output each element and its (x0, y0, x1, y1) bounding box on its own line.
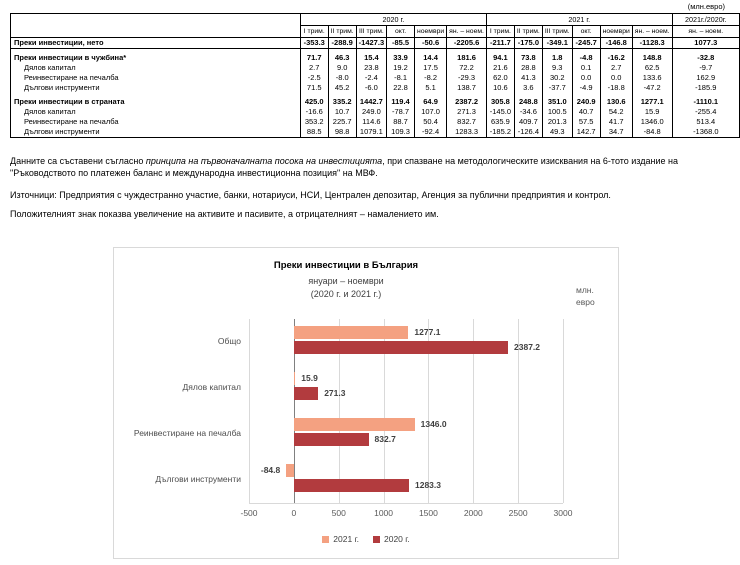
table-cell: 41.3 (514, 73, 542, 83)
table-cell: -245.7 (572, 38, 600, 49)
category-label: Реинвестиране на печалба (133, 428, 241, 438)
methodology-italic: принципа на първоначалната посока на инвестицията (145, 156, 383, 166)
table-cell: 271.3 (447, 107, 487, 117)
period-header: I трим. (300, 26, 328, 38)
period-header: ноември (600, 26, 632, 38)
table-cell: -4.9 (572, 83, 600, 93)
table-cell: 98.8 (328, 127, 356, 138)
table-cell: 142.7 (572, 127, 600, 138)
sources-note: Източници: Предприятия с чуждестранно участие, банки, нотариуси, НСИ, Централен депозитар, Агенция за публични предприятия и контрол. (10, 190, 611, 200)
table-cell: 15.4 (356, 53, 386, 63)
table-header-row (11, 14, 740, 26)
x-tick-label: 2000 (463, 508, 483, 518)
period-header: ян. – ноем. (672, 26, 739, 38)
bar-value-label: 1277.1 (414, 327, 441, 337)
gridline (249, 319, 250, 503)
period-header: окт. (387, 26, 415, 38)
table-cell: 1079.1 (356, 127, 386, 138)
table-cell: 305.8 (486, 97, 514, 107)
table-cell: 15.9 (632, 107, 672, 117)
methodology-suffix: , при спазване на методологическите изисквания на 6-тото издание на "Ръководството по платежен баланс и международна инвестиционна позиция" на МВФ. (10, 156, 678, 178)
legend-item (373, 534, 410, 544)
table-cell: 0.0 (600, 73, 632, 83)
year-group-header: 2020 г. (300, 14, 486, 26)
table-cell: -185.2 (486, 127, 514, 138)
table-cell: 22.8 (387, 83, 415, 93)
x-tick-label: 1000 (374, 508, 394, 518)
bar-value-label: 1346.0 (420, 419, 447, 429)
table-cell: 45.2 (328, 83, 356, 93)
period-header: II трим. (328, 26, 356, 38)
table-cell: 2387.2 (447, 97, 487, 107)
table-cell: 72.2 (447, 63, 487, 73)
table-cell: 49.3 (542, 127, 572, 138)
table-cell: -8.2 (414, 73, 446, 83)
table-cell: 249.0 (356, 107, 386, 117)
row-label: Преки инвестиции в страната (11, 97, 301, 107)
table-cell: 181.6 (447, 53, 487, 63)
x-tick-label: -500 (240, 508, 258, 518)
table-row (11, 127, 740, 138)
table-cell: 832.7 (447, 117, 487, 127)
table-cell: 33.9 (387, 53, 415, 63)
table-cell: 409.7 (514, 117, 542, 127)
table-cell: 57.5 (572, 117, 600, 127)
table-cell: -145.0 (486, 107, 514, 117)
table-cell: 162.9 (672, 73, 739, 83)
table-cell: -6.0 (356, 83, 386, 93)
table-cell: -353.3 (300, 38, 328, 49)
table-cell: 1077.3 (672, 38, 739, 49)
table-cell: 71.7 (300, 53, 328, 63)
period-header: ян. – ноем. (447, 26, 487, 38)
bar-value-label: 271.3 (324, 388, 346, 398)
period-header: III трим. (356, 26, 386, 38)
table-cell: -1368.0 (672, 127, 739, 138)
table-cell: 40.7 (572, 107, 600, 117)
table-cell: -18.8 (600, 83, 632, 93)
row-label: Дългови инструменти (11, 83, 301, 93)
table-cell: -9.7 (672, 63, 739, 73)
table-cell: 3.6 (514, 83, 542, 93)
bar-2020 (294, 387, 318, 400)
bar-2021 (286, 464, 294, 477)
table-cell: 88.5 (300, 127, 328, 138)
table-cell: 119.4 (387, 97, 415, 107)
x-tick-label: 2500 (508, 508, 528, 518)
table-cell: 19.2 (387, 63, 415, 73)
table-cell: 17.5 (414, 63, 446, 73)
table-cell: -288.9 (328, 38, 356, 49)
table-cell: 425.0 (300, 97, 328, 107)
bar-2020 (294, 341, 508, 354)
table-cell: -126.4 (514, 127, 542, 138)
table-cell: 62.0 (486, 73, 514, 83)
table-cell: 335.2 (328, 97, 356, 107)
table-row (11, 117, 740, 127)
table-cell: 5.1 (414, 83, 446, 93)
table-cell: 225.7 (328, 117, 356, 127)
table-cell: 28.8 (514, 63, 542, 73)
year-group-header: 2021 г. (486, 14, 672, 26)
chart-panel (113, 247, 619, 559)
x-axis-line (249, 503, 563, 504)
legend-label: 2020 г. (384, 534, 410, 544)
bar-value-label: -84.8 (260, 465, 281, 475)
table-cell: -2205.6 (447, 38, 487, 49)
period-header: I трим. (486, 26, 514, 38)
table-cell: 10.6 (486, 83, 514, 93)
table-corner-cell (11, 14, 301, 38)
row-label: Дългови инструменти (11, 127, 301, 138)
table-cell: -175.0 (514, 38, 542, 49)
bar-2021 (294, 418, 415, 431)
table-cell: -32.8 (672, 53, 739, 63)
table-cell: 9.0 (328, 63, 356, 73)
table-cell: 14.4 (414, 53, 446, 63)
row-label: Реинвестиране на печалба (11, 117, 301, 127)
bar-value-label: 832.7 (374, 434, 396, 444)
x-tick-label: 1500 (418, 508, 438, 518)
table-cell: -50.6 (414, 38, 446, 49)
table-cell: 353.2 (300, 117, 328, 127)
table-cell: -84.8 (632, 127, 672, 138)
table-cell: 62.5 (632, 63, 672, 73)
bar-2021 (294, 372, 295, 385)
x-tick-label: 500 (331, 508, 346, 518)
table-row (11, 38, 740, 49)
table-cell: 54.2 (600, 107, 632, 117)
x-tick-label: 3000 (553, 508, 573, 518)
row-label: Реинвестиране на печалба (11, 73, 301, 83)
x-tick-label: 0 (291, 508, 297, 518)
legend-label: 2021 г. (333, 534, 359, 544)
table-cell: 2.7 (300, 63, 328, 73)
table-cell: 2.7 (600, 63, 632, 73)
table-cell: 138.7 (447, 83, 487, 93)
table-cell: -29.3 (447, 73, 487, 83)
chart-subtitle: януари – ноември (308, 276, 384, 286)
chart-subtitle-years: (2020 г. и 2021 г.) (310, 289, 382, 299)
category-label: Общо (217, 336, 241, 346)
year-group-header: 2021г./2020г. (672, 14, 739, 26)
table-cell: 100.5 (542, 107, 572, 117)
bar-value-label: 15.9 (301, 373, 318, 383)
table-cell: -4.8 (572, 53, 600, 63)
table-cell: -2.5 (300, 73, 328, 83)
table-cell: -47.2 (632, 83, 672, 93)
fdi-table (10, 13, 740, 138)
row-label: Преки инвестиции в чужбина* (11, 53, 301, 63)
table-cell: 1442.7 (356, 97, 386, 107)
table-row (11, 53, 740, 63)
table-cell: 240.9 (572, 97, 600, 107)
table-cell: -146.8 (600, 38, 632, 49)
table-cell: -1110.1 (672, 97, 739, 107)
table-cell: 1277.1 (632, 97, 672, 107)
category-label: Дялов капитал (182, 382, 241, 392)
table-cell: 94.1 (486, 53, 514, 63)
table-cell: -349.1 (542, 38, 572, 49)
chart-unit-label: млн. евро (576, 285, 595, 307)
table-cell: 351.0 (542, 97, 572, 107)
table-row (11, 97, 740, 107)
table-cell: 1346.0 (632, 117, 672, 127)
period-header: ноември (414, 26, 446, 38)
table-cell: -34.6 (514, 107, 542, 117)
period-header: окт. (572, 26, 600, 38)
row-label: Дялов капитал (11, 63, 301, 73)
table-cell: -211.7 (486, 38, 514, 49)
table-cell: -1427.3 (356, 38, 386, 49)
bar-value-label: 2387.2 (514, 342, 541, 352)
table-cell: -8.0 (328, 73, 356, 83)
table-cell: -2.4 (356, 73, 386, 83)
table-cell: 248.8 (514, 97, 542, 107)
table-cell: 107.0 (414, 107, 446, 117)
gridline (563, 319, 564, 503)
table-cell: 9.3 (542, 63, 572, 73)
chart-title: Преки инвестиции в България (273, 260, 419, 271)
table-cell: 50.4 (414, 117, 446, 127)
table-cell: -37.7 (542, 83, 572, 93)
table-cell: -78.7 (387, 107, 415, 117)
table-row (11, 83, 740, 93)
table-cell: 23.8 (356, 63, 386, 73)
table-row (11, 73, 740, 83)
period-header: II трим. (514, 26, 542, 38)
table-row (11, 107, 740, 117)
table-cell: 114.6 (356, 117, 386, 127)
table-cell: 201.3 (542, 117, 572, 127)
methodology-prefix: Данните са съставени съгласно (10, 156, 146, 166)
table-cell: 41.7 (600, 117, 632, 127)
category-label: Дългови инструменти (155, 474, 241, 484)
row-label: Дялов капитал (11, 107, 301, 117)
chart-legend (114, 534, 618, 544)
table-cell: 148.8 (632, 53, 672, 63)
bar-value-label: 1283.3 (414, 480, 441, 490)
table-unit-label: (млн.евро) (687, 2, 725, 11)
table-cell: 21.6 (486, 63, 514, 73)
table-cell: -185.9 (672, 83, 739, 93)
table-cell: -16.2 (600, 53, 632, 63)
table-cell: 10.7 (328, 107, 356, 117)
legend-swatch (373, 536, 380, 543)
table-cell: 88.7 (387, 117, 415, 127)
bar-2021 (294, 326, 409, 339)
table-cell: 30.2 (542, 73, 572, 83)
table-cell: 109.3 (387, 127, 415, 138)
table-cell: 130.6 (600, 97, 632, 107)
table-cell: 34.7 (600, 127, 632, 138)
legend-swatch (322, 536, 329, 543)
row-label: Преки инвестиции, нето (11, 38, 301, 49)
table-cell: 513.4 (672, 117, 739, 127)
table-cell: 133.6 (632, 73, 672, 83)
table-cell: 1.8 (542, 53, 572, 63)
table-cell: 71.5 (300, 83, 328, 93)
methodology-note (10, 155, 732, 179)
bar-2020 (294, 479, 409, 492)
table-cell: 64.9 (414, 97, 446, 107)
table-cell: -85.5 (387, 38, 415, 49)
period-header: ян. – ноем. (632, 26, 672, 38)
table-cell: 0.0 (572, 73, 600, 83)
footnotes (10, 155, 732, 220)
table-cell: -255.4 (672, 107, 739, 117)
table-cell: -1128.3 (632, 38, 672, 49)
table-cell: 73.8 (514, 53, 542, 63)
legend-item (322, 534, 359, 544)
bar-2020 (294, 433, 369, 446)
table-cell: 635.9 (486, 117, 514, 127)
sign-convention-note: Положителният знак показва увеличение на активите и пасивите, а отрицателният – намалението им. (10, 209, 439, 219)
table-cell: -16.6 (300, 107, 328, 117)
table-cell: -8.1 (387, 73, 415, 83)
table-row (11, 63, 740, 73)
table-cell: 0.1 (572, 63, 600, 73)
period-header: III трим. (542, 26, 572, 38)
table-cell: 1283.3 (447, 127, 487, 138)
table-cell: -92.4 (414, 127, 446, 138)
table-cell: 46.3 (328, 53, 356, 63)
